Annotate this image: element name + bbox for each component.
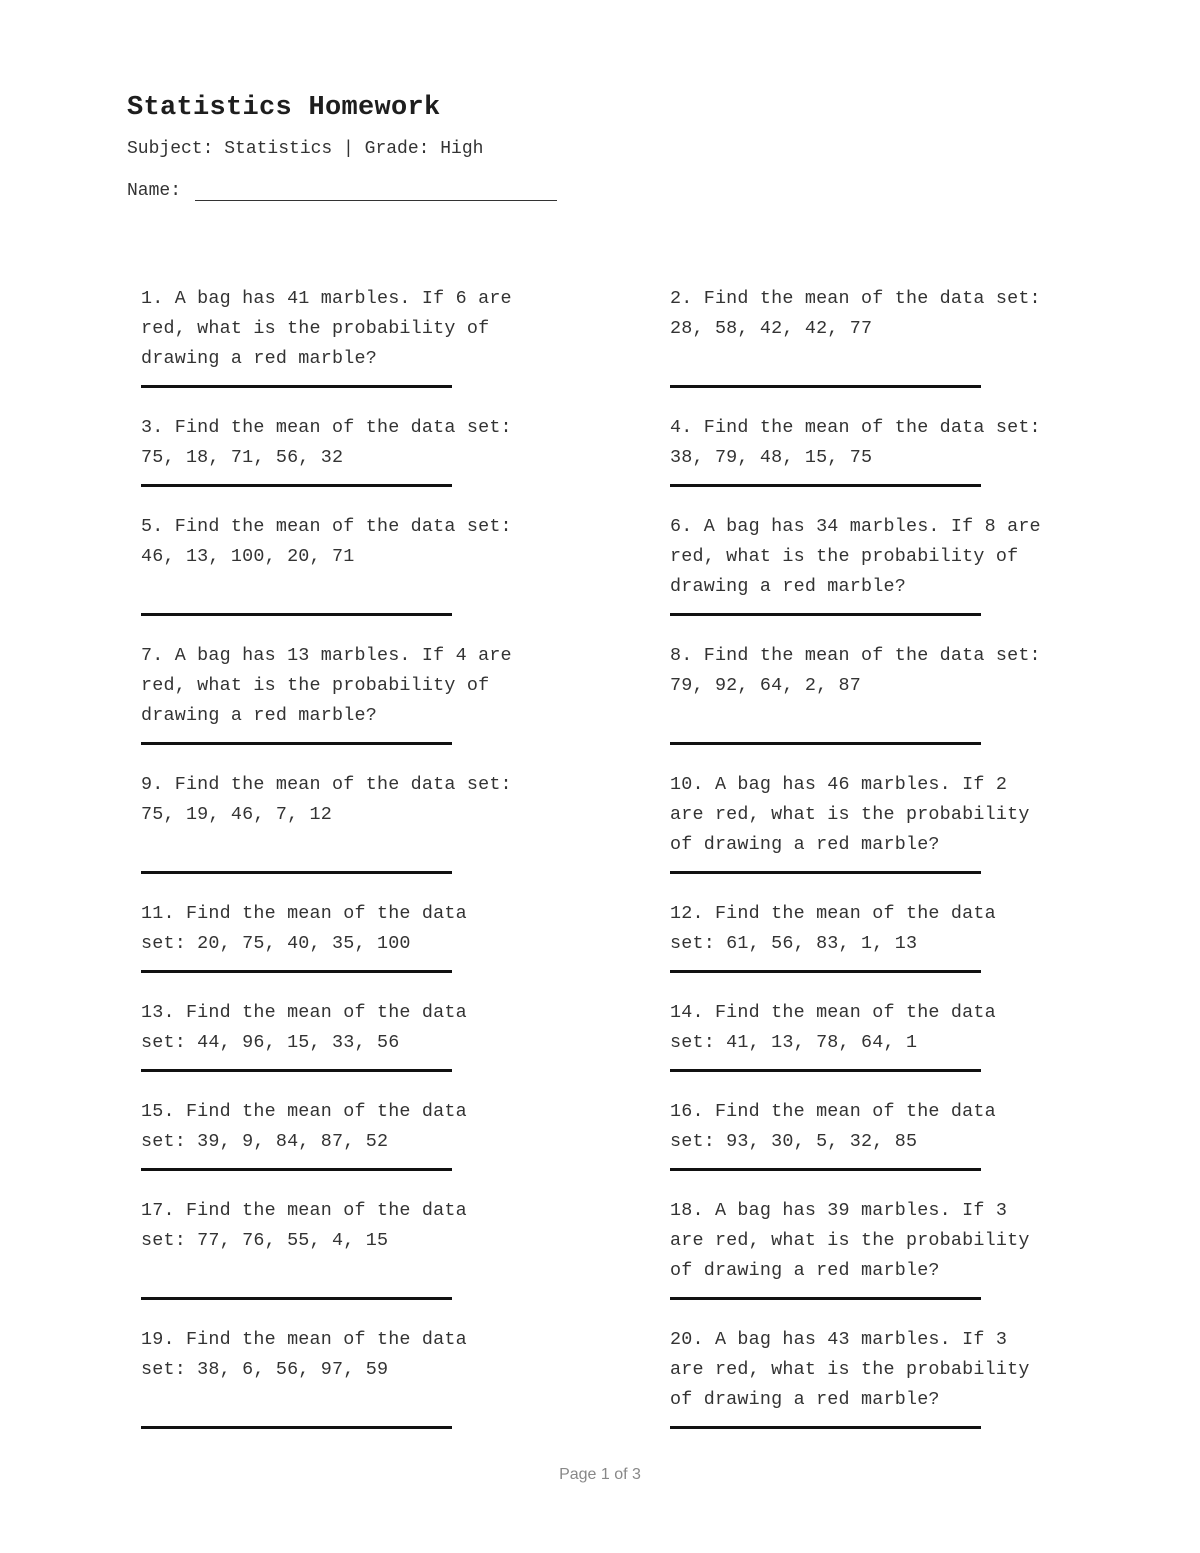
problem-6 xyxy=(670,512,1130,641)
problem-11 xyxy=(141,899,670,998)
problem-text: 7. A bag has 13 marbles. If 4 are red, what is the probability of drawing a red marble? xyxy=(141,645,512,726)
problem-text: 20. A bag has 43 marbles. If 3 are red, what is the probability of drawing a red marble? xyxy=(670,1329,1030,1410)
problem-20 xyxy=(670,1325,1130,1454)
subject-grade-line: Subject: Statistics | Grade: High xyxy=(127,139,484,159)
problem-text: 16. Find the mean of the data set: 93, 30, 5, 32, 85 xyxy=(670,1101,996,1152)
page-title: Statistics Homework xyxy=(127,93,441,123)
problem-18 xyxy=(670,1196,1130,1325)
answer-line[interactable] xyxy=(670,970,981,973)
answer-line[interactable] xyxy=(141,385,452,388)
answer-line[interactable] xyxy=(141,1426,452,1429)
problem-7 xyxy=(141,641,670,770)
answer-line[interactable] xyxy=(141,484,452,487)
problem-text: 8. Find the mean of the data set: 79, 92, 64, 2, 87 xyxy=(670,645,1041,696)
answer-line[interactable] xyxy=(670,1168,981,1171)
answer-line[interactable] xyxy=(141,970,452,973)
problem-text: 15. Find the mean of the data set: 39, 9, 84, 87, 52 xyxy=(141,1101,467,1152)
problem-text: 18. A bag has 39 marbles. If 3 are red, what is the probability of drawing a red marble? xyxy=(670,1200,1030,1281)
problem-9 xyxy=(141,770,670,899)
problem-text: 2. Find the mean of the data set: 28, 58, 42, 42, 77 xyxy=(670,288,1041,339)
problem-10 xyxy=(670,770,1130,899)
answer-line[interactable] xyxy=(670,1069,981,1072)
page-number: Page 1 of 3 xyxy=(559,1466,641,1483)
problem-13 xyxy=(141,998,670,1097)
answer-line[interactable] xyxy=(670,385,981,388)
problem-3 xyxy=(141,413,670,512)
problem-8 xyxy=(670,641,1130,770)
answer-line[interactable] xyxy=(141,742,452,745)
problem-12 xyxy=(670,899,1130,998)
name-label: Name: xyxy=(127,181,182,201)
problem-16 xyxy=(670,1097,1130,1196)
answer-line[interactable] xyxy=(141,1069,452,1072)
problem-text: 17. Find the mean of the data set: 77, 76, 55, 4, 15 xyxy=(141,1200,467,1251)
problem-14 xyxy=(670,998,1130,1097)
problem-1 xyxy=(141,284,670,413)
answer-line[interactable] xyxy=(670,613,981,616)
problem-5 xyxy=(141,512,670,641)
answer-line[interactable] xyxy=(670,484,981,487)
answer-line[interactable] xyxy=(670,1297,981,1300)
problem-text: 14. Find the mean of the data set: 41, 13, 78, 64, 1 xyxy=(670,1002,996,1053)
problem-4 xyxy=(670,413,1130,512)
answer-line[interactable] xyxy=(670,1426,981,1429)
problem-15 xyxy=(141,1097,670,1196)
answer-line[interactable] xyxy=(141,871,452,874)
problem-text: 6. A bag has 34 marbles. If 8 are red, what is the probability of drawing a red marble? xyxy=(670,516,1041,597)
answer-line[interactable] xyxy=(141,1297,452,1300)
answer-line[interactable] xyxy=(670,742,981,745)
answer-line[interactable] xyxy=(670,871,981,874)
answer-line[interactable] xyxy=(141,1168,452,1171)
problem-text: 13. Find the mean of the data set: 44, 96, 15, 33, 56 xyxy=(141,1002,467,1053)
problem-19 xyxy=(141,1325,670,1454)
problem-text: 4. Find the mean of the data set: 38, 79, 48, 15, 75 xyxy=(670,417,1041,468)
problem-text: 12. Find the mean of the data set: 61, 56, 83, 1, 13 xyxy=(670,903,996,954)
answer-line[interactable] xyxy=(141,613,452,616)
name-field-row xyxy=(127,181,557,201)
name-blank[interactable] xyxy=(195,182,557,201)
problem-17 xyxy=(141,1196,670,1325)
problem-text: 9. Find the mean of the data set: 75, 19, 46, 7, 12 xyxy=(141,774,512,825)
problem-text: 1. A bag has 41 marbles. If 6 are red, what is the probability of drawing a red marble? xyxy=(141,288,512,369)
problem-text: 3. Find the mean of the data set: 75, 18, 71, 56, 32 xyxy=(141,417,512,468)
problem-text: 5. Find the mean of the data set: 46, 13, 100, 20, 71 xyxy=(141,516,512,567)
problem-text: 11. Find the mean of the data set: 20, 75, 40, 35, 100 xyxy=(141,903,467,954)
problem-text: 10. A bag has 46 marbles. If 2 are red, what is the probability of drawing a red marble? xyxy=(670,774,1030,855)
problem-grid xyxy=(141,284,1141,1454)
problem-2 xyxy=(670,284,1130,413)
problem-text: 19. Find the mean of the data set: 38, 6, 56, 97, 59 xyxy=(141,1329,467,1380)
